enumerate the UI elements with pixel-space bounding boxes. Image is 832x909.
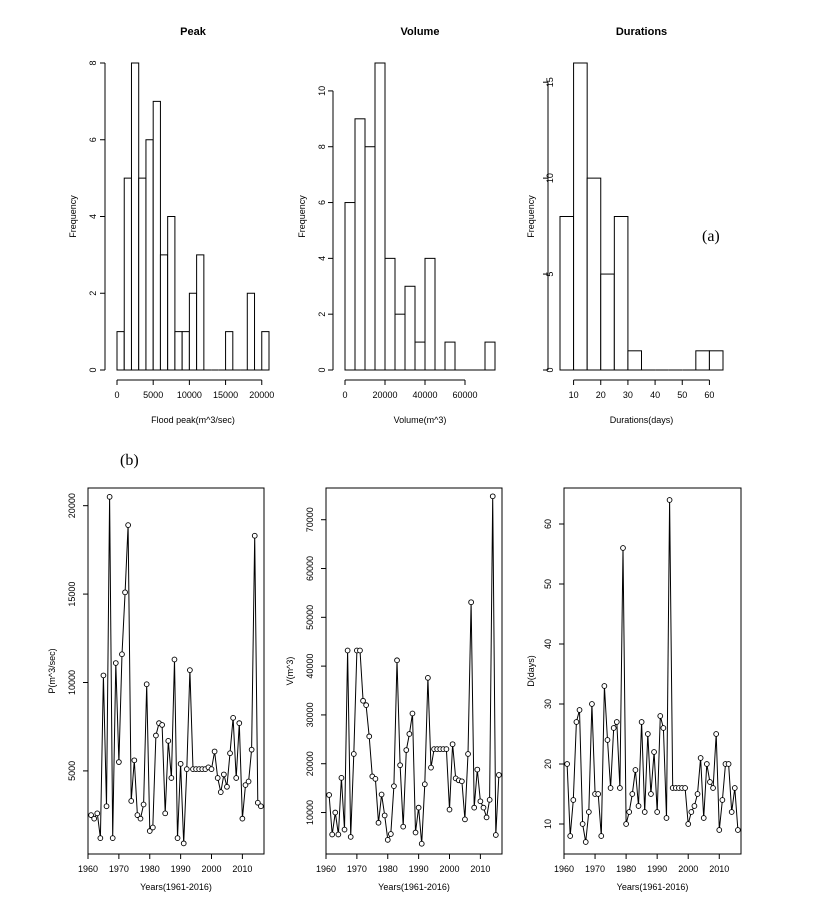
ts_durations-point xyxy=(577,708,582,713)
ts_volume-x-tick-label: 1980 xyxy=(377,864,398,874)
hist_peak-x-tick-label: 20000 xyxy=(249,390,275,400)
ts_volume-x-tick-label: 1960 xyxy=(315,864,337,874)
ts_durations-point xyxy=(708,780,713,785)
ts_peak-point xyxy=(187,668,192,673)
ts_peak-series-line xyxy=(91,497,261,844)
hist_volume-x-tick-label: 40000 xyxy=(412,390,438,400)
hist_volume-x-tick-label: 0 xyxy=(342,390,348,400)
hist_durations-bar xyxy=(614,217,628,371)
ts_peak-point xyxy=(225,784,230,789)
hist_volume-y-tick-label: 2 xyxy=(317,311,327,317)
hist_durations-y-tick-label: 10 xyxy=(545,173,555,184)
ts_volume-y-tick-label: 50000 xyxy=(305,604,315,630)
ts_durations-y-tick-label: 60 xyxy=(543,518,553,530)
ts_volume-point xyxy=(413,830,418,835)
ts_durations-point xyxy=(617,786,622,791)
ts_durations-point xyxy=(689,810,694,815)
ts_peak-point xyxy=(221,772,226,777)
ts_durations-y-tick-label: 20 xyxy=(543,758,553,770)
hist_durations-bar xyxy=(574,63,588,370)
hist_peak-bar xyxy=(189,293,196,370)
ts_durations-point xyxy=(726,762,731,767)
ts_peak-point xyxy=(163,811,168,816)
ts_durations-point xyxy=(686,822,691,827)
ts_durations-point xyxy=(655,810,660,815)
ts_peak-point xyxy=(249,747,254,752)
ts_volume-point xyxy=(376,820,381,825)
hist_peak-bar xyxy=(146,140,153,370)
ts_volume-y-tick-label: 10000 xyxy=(305,800,315,826)
ts_volume-y-tick-label: 20000 xyxy=(305,751,315,777)
ts_durations-point xyxy=(649,792,654,797)
ts_durations-point xyxy=(692,804,697,809)
ts_durations-point xyxy=(683,786,688,791)
ts_durations-point xyxy=(602,684,607,689)
ts_durations-point xyxy=(652,750,657,755)
hist_volume-bar xyxy=(365,147,375,370)
ts_durations-point xyxy=(627,810,632,815)
ts_volume-point xyxy=(407,732,412,737)
ts_durations-frame xyxy=(564,488,741,854)
ts_durations-point xyxy=(661,726,666,731)
ts_peak-y-tick-label: 15000 xyxy=(67,581,77,607)
ts_durations-x-tick-label: 1980 xyxy=(616,864,637,874)
ts_volume-point xyxy=(348,835,353,840)
ts_durations-point xyxy=(633,768,638,773)
ts_peak-point xyxy=(107,494,112,499)
ts_volume-point xyxy=(422,782,427,787)
ts_volume-point xyxy=(493,833,498,838)
ts_volume-point xyxy=(342,827,347,832)
hist_durations-bar xyxy=(560,217,574,371)
ts_volume-point xyxy=(345,648,350,653)
hist_peak-bar xyxy=(175,332,182,370)
ts_durations-point xyxy=(605,738,610,743)
ts_durations-point xyxy=(735,828,740,833)
ts_peak-point xyxy=(126,523,131,528)
ts_volume-point xyxy=(367,734,372,739)
ts_volume-point xyxy=(463,817,468,822)
ts_volume-y-tick-label: 60000 xyxy=(305,556,315,582)
ts_peak-x-tick-label: 2000 xyxy=(201,864,222,874)
ts_volume-point xyxy=(419,841,424,846)
hist_peak-bar xyxy=(117,332,124,370)
ts_peak-point xyxy=(252,533,257,538)
ts_volume-y-tick-label: 40000 xyxy=(305,653,315,679)
ts_durations-point xyxy=(732,786,737,791)
hist_peak-bar xyxy=(262,332,269,370)
ts_volume-y-tick-label: 70000 xyxy=(305,507,315,533)
ts_durations-y-tick-label: 40 xyxy=(543,638,553,650)
ts_volume-point xyxy=(444,747,449,752)
ts_volume-point xyxy=(339,775,344,780)
hist_peak-bar xyxy=(168,217,175,371)
hist_durations-y-tick-label: 0 xyxy=(545,367,555,373)
ts_durations-point xyxy=(590,702,595,707)
hist_durations-ylabel: Frequency xyxy=(526,195,536,238)
hist_durations-bar xyxy=(587,178,601,370)
ts_durations-point xyxy=(565,762,570,767)
ts_peak-point xyxy=(113,661,118,666)
hist_volume-bar xyxy=(345,203,355,370)
ts_volume-series-line xyxy=(329,496,499,844)
hist_volume-y-tick-label: 10 xyxy=(317,85,327,96)
ts_durations-point xyxy=(717,828,722,833)
ts_peak-point xyxy=(178,761,183,766)
ts_peak-point xyxy=(95,811,100,816)
ts_durations-point xyxy=(596,792,601,797)
ts_peak-point xyxy=(234,776,239,781)
ts_volume-point xyxy=(469,600,474,605)
ts_peak-point xyxy=(215,776,220,781)
ts_durations-point xyxy=(586,810,591,815)
ts_durations-point xyxy=(621,546,626,551)
ts_durations-point xyxy=(639,720,644,725)
ts_peak-point xyxy=(123,590,128,595)
ts_volume-point xyxy=(351,752,356,757)
hist_durations-y-tick-label: 15 xyxy=(545,77,555,88)
ts_durations-x-tick-label: 1960 xyxy=(553,864,575,874)
ts_durations-point xyxy=(608,786,613,791)
ts_peak-point xyxy=(181,841,186,846)
ts_durations-x-tick-label: 2000 xyxy=(678,864,699,874)
hist_durations-xlabel: Durations(days) xyxy=(609,415,674,425)
hist_volume-x-tick-label: 60000 xyxy=(452,390,478,400)
ts_peak-point xyxy=(237,721,242,726)
ts_volume-x-tick-label: 1970 xyxy=(346,864,367,874)
ts_volume-point xyxy=(459,779,464,784)
ts_peak-point xyxy=(259,804,264,809)
ts_durations-point xyxy=(714,732,719,737)
ts_volume-point xyxy=(398,763,403,768)
ts_peak-point xyxy=(166,738,171,743)
ts_volume-x-tick-label: 1990 xyxy=(408,864,429,874)
ts_peak-point xyxy=(246,779,251,784)
hist_volume-ylabel: Frequency xyxy=(297,195,307,238)
ts_volume-point xyxy=(481,805,486,810)
hist_peak-x-tick-label: 5000 xyxy=(143,390,164,400)
ts_durations-point xyxy=(667,498,672,503)
ts_volume-point xyxy=(487,797,492,802)
ts_volume-point xyxy=(358,648,363,653)
ts_durations-point xyxy=(636,804,641,809)
ts_peak-point xyxy=(144,682,149,687)
ts_peak-point xyxy=(160,723,165,728)
ts_volume-point xyxy=(466,752,471,757)
ts_durations-point xyxy=(701,816,706,821)
ts_volume-point xyxy=(385,837,390,842)
ts_peak-point xyxy=(110,836,115,841)
hist_peak-x-tick-label: 15000 xyxy=(213,390,239,400)
ts_durations-point xyxy=(664,816,669,821)
ts_durations-point xyxy=(568,834,573,839)
ts_durations-point xyxy=(580,822,585,827)
ts_peak-point xyxy=(138,816,143,821)
ts_volume-point xyxy=(333,810,338,815)
hist_volume-bar xyxy=(355,119,365,370)
ts_volume-point xyxy=(472,805,477,810)
ts_durations-y-tick-label: 50 xyxy=(543,578,553,590)
panel-label-a: (a) xyxy=(702,228,720,245)
hist_peak-y-tick-label: 8 xyxy=(88,60,98,66)
ts_volume-point xyxy=(410,711,415,716)
hist_volume-y-tick-label: 8 xyxy=(317,144,327,150)
hist_durations-x-tick-label: 20 xyxy=(595,390,606,400)
ts_durations-point xyxy=(614,720,619,725)
ts_durations-x-tick-label: 1970 xyxy=(585,864,606,874)
ts_durations-y-tick-label: 10 xyxy=(543,818,553,830)
ts_volume-point xyxy=(450,742,455,747)
hist_durations-bar xyxy=(696,351,710,370)
ts_peak-point xyxy=(218,790,223,795)
ts_volume-point xyxy=(361,698,366,703)
ts_volume-point xyxy=(395,658,400,663)
ts_peak-x-tick-label: 1980 xyxy=(139,864,160,874)
hist_peak-bar xyxy=(139,178,146,370)
ts_durations-point xyxy=(571,798,576,803)
ts_peak-point xyxy=(141,802,146,807)
ts_volume-point xyxy=(327,793,332,798)
ts_peak-point xyxy=(175,836,180,841)
ts_volume-xlabel: Years(1961-2016) xyxy=(378,882,450,892)
ts_durations-x-tick-label: 1990 xyxy=(647,864,668,874)
hist_volume-bar xyxy=(385,258,395,370)
hist_peak-y-tick-label: 2 xyxy=(88,290,98,296)
hist_peak-bar xyxy=(153,101,160,370)
hist_durations-title: Durations xyxy=(615,26,668,38)
hist_durations-bar xyxy=(628,351,642,370)
ts_volume-point xyxy=(475,767,480,772)
ts_durations-point xyxy=(630,792,635,797)
ts_durations-point xyxy=(583,840,588,845)
hist_peak-title: Peak xyxy=(180,26,206,38)
ts_volume-x-tick-label: 2000 xyxy=(439,864,460,874)
ts_durations-ylabel: D(days) xyxy=(526,655,536,687)
ts_durations-point xyxy=(729,810,734,815)
hist_peak-bar xyxy=(131,63,138,370)
ts_peak-point xyxy=(172,657,177,662)
hist_peak-bar xyxy=(247,293,254,370)
hist_volume-bar xyxy=(415,342,425,370)
ts_peak-point xyxy=(184,767,189,772)
ts_durations-point xyxy=(711,786,716,791)
ts_volume-y-tick-label: 30000 xyxy=(305,702,315,728)
ts_peak-point xyxy=(240,816,245,821)
ts_volume-point xyxy=(401,824,406,829)
ts_durations-point xyxy=(599,834,604,839)
ts_peak-point xyxy=(132,758,137,763)
ts_durations-point xyxy=(658,714,663,719)
ts_peak-point xyxy=(209,767,214,772)
ts_peak-point xyxy=(169,776,174,781)
ts_peak-y-tick-label: 5000 xyxy=(67,760,77,781)
ts_peak-frame xyxy=(88,488,264,854)
hist_peak-y-tick-label: 4 xyxy=(88,213,98,220)
ts_peak-point xyxy=(104,804,109,809)
hist_peak-bar xyxy=(124,178,131,370)
ts_volume-point xyxy=(484,815,489,820)
hist_durations-x-tick-label: 40 xyxy=(650,390,661,400)
hist_volume-bar xyxy=(445,342,455,370)
ts_peak-point xyxy=(98,836,103,841)
hist_peak-x-tick-label: 0 xyxy=(114,390,120,400)
ts_volume-point xyxy=(382,813,387,818)
ts_volume-point xyxy=(404,748,409,753)
hist_volume-y-tick-label: 0 xyxy=(317,367,327,373)
hist_volume-bar xyxy=(485,342,495,370)
hist_durations-x-tick-label: 60 xyxy=(704,390,715,400)
ts_peak-point xyxy=(101,673,106,678)
ts_volume-ylabel: V(m^3) xyxy=(285,656,295,686)
ts_peak-xlabel: Years(1961-2016) xyxy=(140,882,212,892)
ts_volume-point xyxy=(497,773,502,778)
ts_peak-y-tick-label: 10000 xyxy=(67,669,77,696)
ts_durations-point xyxy=(704,762,709,767)
ts_peak-point xyxy=(228,751,233,756)
ts_peak-point xyxy=(120,652,125,657)
hist_volume-y-tick-label: 6 xyxy=(317,200,327,206)
hist_durations-bar xyxy=(601,274,615,370)
ts_peak-point xyxy=(154,733,159,738)
panel-label-b: (b) xyxy=(120,452,139,469)
hist_volume-xlabel: Volume(m^3) xyxy=(393,415,447,425)
ts_peak-point xyxy=(212,749,217,754)
ts_volume-point xyxy=(416,805,421,810)
ts_volume-point xyxy=(490,494,495,499)
ts_peak-x-tick-label: 1990 xyxy=(170,864,191,874)
hist_peak-x-tick-label: 10000 xyxy=(176,390,202,400)
hist_volume-y-tick-label: 4 xyxy=(317,255,327,261)
ts_volume-point xyxy=(447,807,452,812)
ts_volume-point xyxy=(379,792,384,797)
hist_peak-ylabel: Frequency xyxy=(68,195,78,238)
ts_durations-point xyxy=(695,792,700,797)
hist_volume-bar xyxy=(425,258,435,370)
hist_durations-x-tick-label: 10 xyxy=(568,390,579,400)
ts_volume-point xyxy=(425,675,430,680)
ts_peak-x-tick-label: 2010 xyxy=(232,864,253,874)
hist_volume-x-tick-label: 20000 xyxy=(372,390,398,400)
ts_volume-point xyxy=(364,703,369,708)
ts_volume-point xyxy=(388,832,393,837)
ts_peak-x-tick-label: 1970 xyxy=(108,864,129,874)
ts_volume-point xyxy=(330,832,335,837)
hist_durations-x-tick-label: 50 xyxy=(677,390,688,400)
hist_volume-bar xyxy=(375,63,385,370)
hist_peak-bar xyxy=(197,255,204,370)
ts_volume-point xyxy=(429,765,434,770)
ts_peak-x-tick-label: 1960 xyxy=(77,864,99,874)
ts_durations-x-tick-label: 2010 xyxy=(709,864,730,874)
ts_peak-point xyxy=(129,799,134,804)
ts_durations-xlabel: Years(1961-2016) xyxy=(616,882,689,892)
hist_durations-y-tick-label: 5 xyxy=(545,271,555,277)
ts_durations-point xyxy=(645,732,650,737)
ts_durations-point xyxy=(574,720,579,725)
hist_volume-bar xyxy=(405,286,415,370)
ts_volume-point xyxy=(336,832,341,837)
hist_peak-bar xyxy=(182,332,189,370)
ts_peak-y-tick-label: 20000 xyxy=(67,493,77,519)
ts_peak-point xyxy=(231,715,236,720)
ts_durations-point xyxy=(642,810,647,815)
hist_volume-bar xyxy=(395,314,405,370)
ts_durations-point xyxy=(624,822,629,827)
ts_peak-point xyxy=(116,760,121,765)
ts_durations-point xyxy=(611,726,616,731)
ts_durations-point xyxy=(720,798,725,803)
ts_durations-point xyxy=(698,756,703,761)
ts_peak-point xyxy=(150,825,155,830)
hist_volume-title: Volume xyxy=(400,26,440,38)
ts_volume-point xyxy=(373,776,378,781)
hist_peak-bar xyxy=(160,255,167,370)
hist_peak-y-tick-label: 0 xyxy=(88,367,98,373)
hist_peak-xlabel: Flood peak(m^3/sec) xyxy=(151,415,235,425)
ts_volume-x-tick-label: 2010 xyxy=(470,864,491,874)
ts_peak-ylabel: P(m^3/sec) xyxy=(47,648,57,694)
ts_peak-point xyxy=(92,816,97,821)
hist_durations-x-tick-label: 30 xyxy=(622,390,633,400)
ts_durations-y-tick-label: 30 xyxy=(543,698,553,710)
ts_volume-point xyxy=(392,784,397,789)
hist_peak-bar xyxy=(226,332,233,370)
ts_volume-point xyxy=(478,799,483,804)
hist_durations-bar xyxy=(709,351,723,370)
hist_peak-y-tick-label: 6 xyxy=(88,137,98,143)
